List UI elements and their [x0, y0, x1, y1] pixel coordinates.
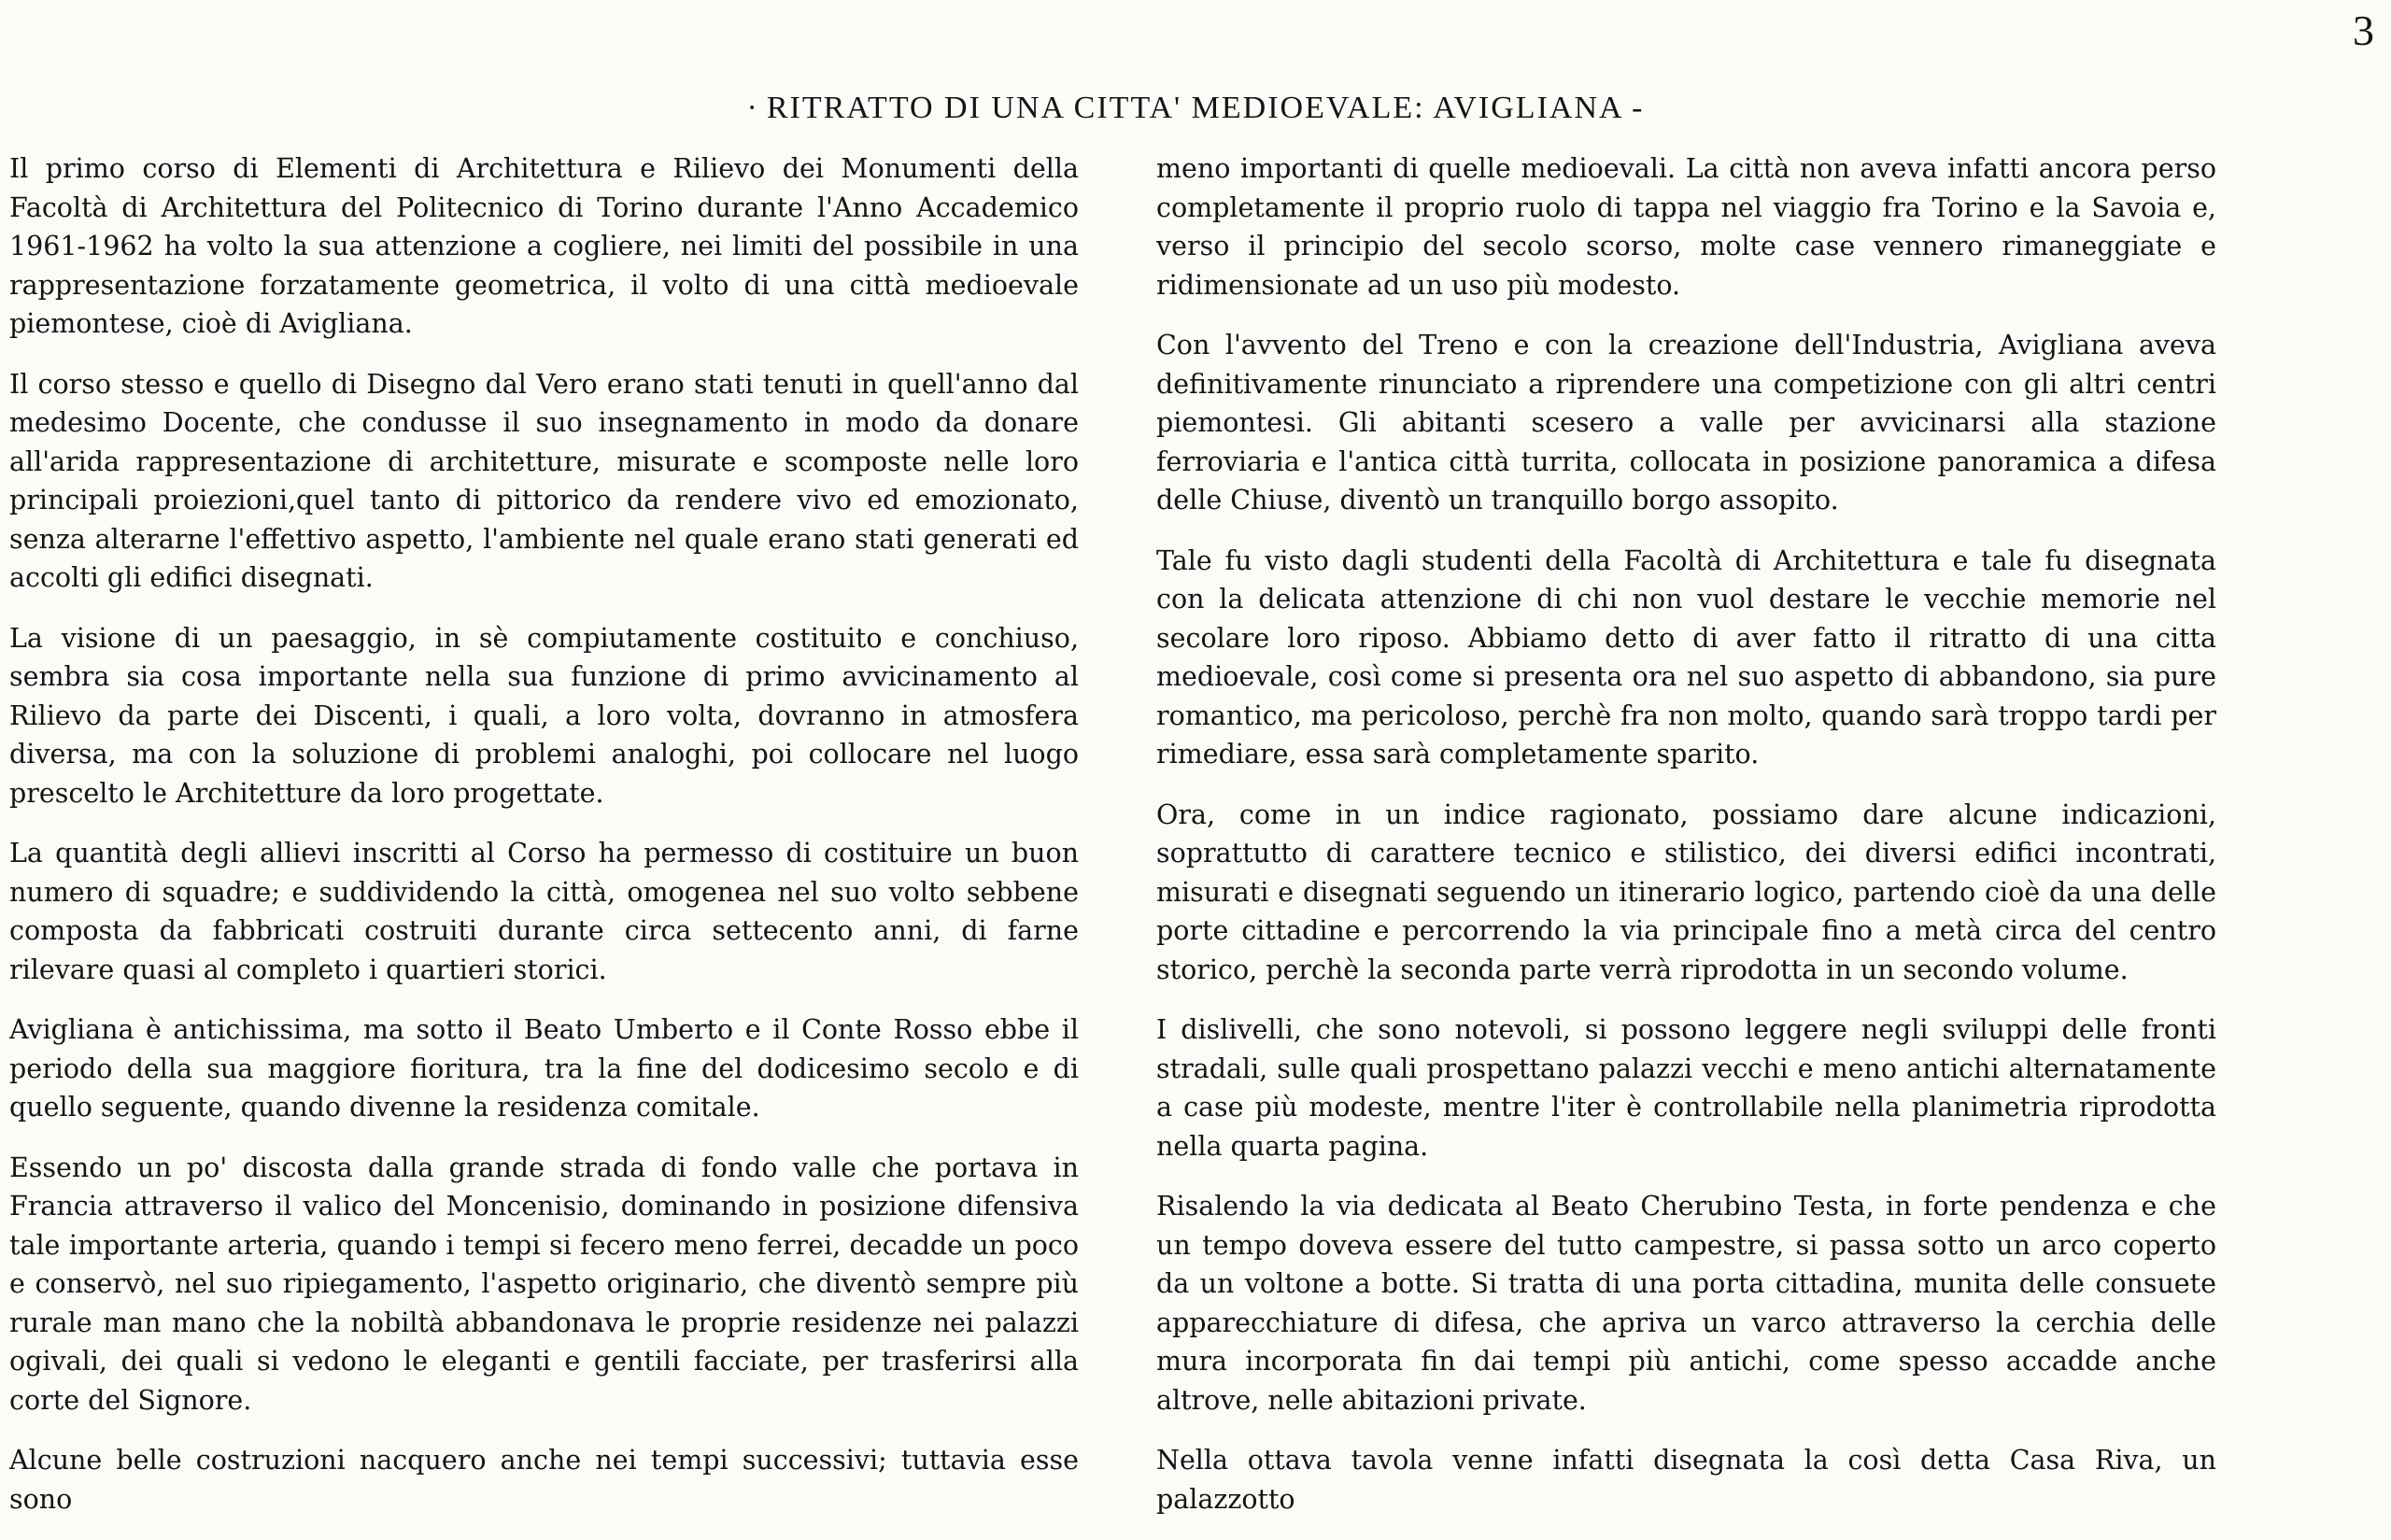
paragraph: Nella ottava tavola venne infatti disegnata la così detta Casa Riva, un palazzotto [1156, 1445, 2216, 1515]
paragraph: Risalendo la via dedicata al Beato Cherubino Testa, in forte pendenza e che un tempo doveva essere del tutto campestre, si passa sotto un arco coperto da un voltone a botte. Si tratta di una porta cittadina, munita delle consuete apparecchiature di difesa, che apriva un varco attraverso la cerchia delle mura incorporata fin dai tempi più antichi, come spesso accadde anche altrove, nelle abitazioni private. [1156, 1191, 2216, 1416]
paragraph: Tale fu visto dagli studenti della Facoltà di Architettura e tale fu disegnata con la delicata attenzione di chi non vuol destare le vecchie memorie nel secolare loro riposo. Abbiamo detto di aver fatto il ritratto di una citta medioevale, così come si presenta ora nel suo aspetto di abbandono, sia pure romantico, ma pericoloso, perchè fra non molto, quando sarà troppo tardi per rimediare, essa sarà completamente sparito. [1156, 544, 2216, 770]
paragraph: Essendo un po' discosta dalla grande strada di fondo valle che portava in Francia attraverso il valico del Moncenisio, dominando in posizione difensiva tale importante arteria, quando i tempi si fecero meno ferrei, decadde un poco e conservò, nel suo ripiegamento, l'aspetto originario, che diventò sempre più rurale man mano che la nobiltà abbandonava le proprie residenze nei palazzi ogivali, dei quali si vedono le eleganti e gentili facciate, per trasferirsi alla corte del Signore. [9, 1151, 1079, 1416]
paragraph: Il corso stesso e quello di Disegno dal Vero erano stati tenuti in quell'anno dal medesimo Docente, che condusse il suo insegnamento in modo da donare all'arida rappresentazione di architetture, misurate e scomposte nelle loro principali proiezioni,quel tanto di pittorico da rendere vivo ed emozionato, senza alterarne l'effettivo aspetto, l'ambiente nel quale erano stati generati ed accolti gli edifici disegnati. [9, 368, 1079, 593]
paragraph: Ora, come in un indice ragionato, possiamo dare alcune indicazioni, soprattutto di carattere tecnico e stilistico, dei diversi edifici incontrati, misurati e disegnati seguendo un itinerario logico, partendo cioè da una delle porte cittadine e percorrendo la via principale fino a metà circa del centro storico, perchè la seconda parte verrà riprodotta in un secondo volume. [1156, 798, 2216, 985]
paragraph: La visione di un paesaggio, in sè compiutamente costituito e conchiuso, sembra sia cosa importante nella sua funzione di primo avvicinamento al Rilievo da parte dei Discenti, i quali, a loro volta, dovranno in atmosfera diversa, ma con la soluzione di problemi analoghi, poi collocare nel luogo prescelto le Architetture da loro progettate. [9, 622, 1079, 809]
paragraph: Avigliana è antichissima, ma sotto il Beato Umberto e il Conte Rosso ebbe il periodo della sua maggiore fioritura, tra la fine del dodicesimo secolo e di quello seguente, quando divenne la residenza comitale. [9, 1014, 1079, 1123]
page-number: 3 [2353, 7, 2374, 54]
page-title [0, 90, 2391, 128]
title-bullet: · [746, 91, 759, 125]
right-column [1156, 149, 2216, 1540]
left-column [9, 149, 1079, 1540]
paragraph: I dislivelli, che sono notevoli, si possono leggere negli sviluppi delle fronti stradali, sulle quali prospettano palazzi vecchi e meno antichi alternatamente a case più modeste, mentre l'iter è controllabile nella planimetria riprodotta nella quarta pagina. [1156, 1014, 2216, 1162]
paragraph: La quantità degli allievi inscritti al Corso ha permesso di costituire un buon numero di squadre; e suddividendo la città, omogenea nel suo volto sebbene composta da fabbricati costruiti durante circa settecento anni, di farne rilevare quasi al completo i quartieri storici. [9, 838, 1079, 985]
paragraph: meno importanti di quelle medioevali. La città non aveva infatti ancora perso completamente il proprio ruolo di tappa nel viaggio fra Torino e la Savoia e, verso il principio del secolo scorso, molte case vennero rimaneggiate e ridimensionate ad un uso più modesto. [1156, 153, 2216, 301]
paragraph: Con l'avvento del Treno e con la creazione dell'Industria, Avigliana aveva definitivamente rinunciato a riprendere una competizione con gli altri centri piemontesi. Gli abitanti scesero a valle per avvicinarsi alla stazione ferroviaria e l'antica città turrita, collocata in posizione panoramica a difesa delle Chiuse, diventò un tranquillo borgo assopito. [1156, 330, 2216, 516]
paragraph: Alcune belle costruzioni nacquero anche nei tempi successivi; tuttavia esse sono [9, 1445, 1079, 1515]
paragraph: Il primo corso di Elementi di Architettura e Rilievo dei Monumenti della Facoltà di Architettura del Politecnico di Torino durante l'Anno Accademico 1961-1962 ha volto la sua attenzione a cogliere, nei limiti del possibile in una rappresentazione forzatamente geometrica, il volto di una città medioevale piemontese, cioè di Avigliana. [9, 153, 1079, 339]
title-text: RITRATTO DI UNA CITTA' MEDIOEVALE: AVIGLIANA - [766, 91, 1645, 125]
